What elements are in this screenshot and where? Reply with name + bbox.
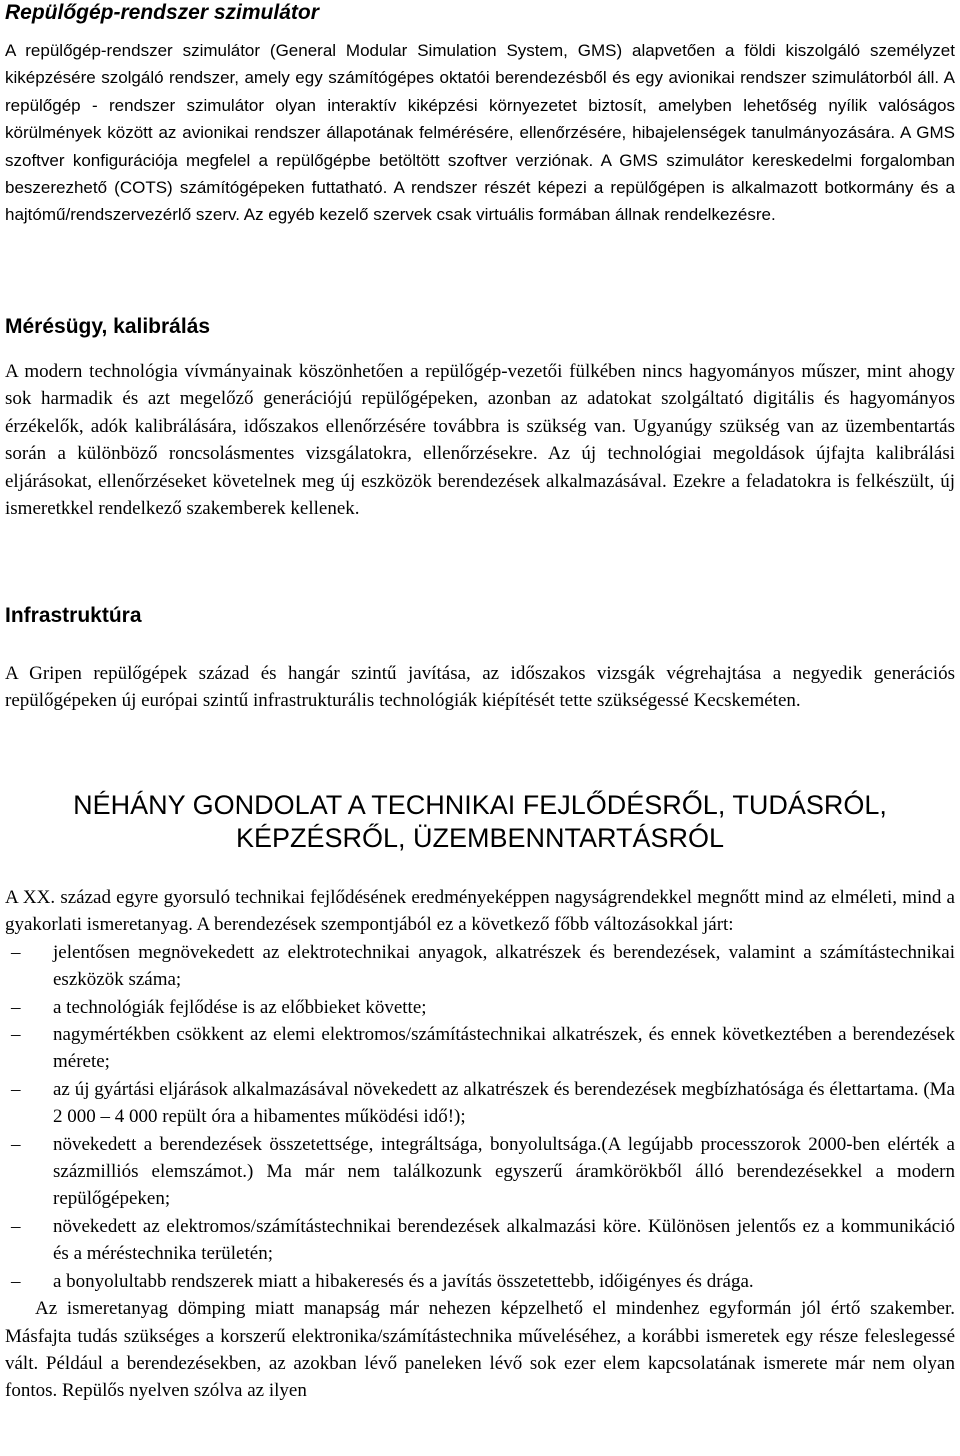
chapter-body bbox=[5, 884, 955, 1405]
section-metrology-body bbox=[5, 358, 955, 522]
dash-bullet: – bbox=[11, 1133, 21, 1155]
list-item bbox=[5, 1131, 955, 1213]
change-list bbox=[5, 939, 955, 1295]
dash-bullet: – bbox=[11, 1215, 21, 1237]
paragraph-metrology: A modern technológia vívmányainak köszönhetően a repülőgép-vezetői fülkében nincs hagyományos műszer, mint ahogy sok harmadik és azt megelőző generációjú repülőgépeken, azonban az adatokat szolgáltató digitális és hagyományos érzékelők, adók kalibrálására, időszakos ellenőrzésére továbbra is szükség van. Ugyanúgy szükség van az üzembentartás során a különböző roncsolásmentes vizsgálatokra, ellenőrzésekre. Az új technológiai megoldások újfajta kalibrálási eljárásokat, ellenőrzéseket követelnek meg új eszközök berendezések alkalmazásával. Ezekre a feladatokra is felkészült, új ismeretkkel rendelkező szakemberek kellenek. bbox=[5, 361, 955, 520]
list-item-text: nagymértékben csökkent az elemi elektromos/számítástechnikai alkatrészek, és ennek következtében a berendezések mérete; bbox=[53, 1024, 955, 1073]
list-item-text: a technológiák fejlődése is az előbbieket követte; bbox=[53, 996, 427, 1018]
list-item bbox=[5, 994, 955, 1021]
list-item-text: növekedett az elektromos/számítástechnikai berendezések alkalmazási köre. Különösen jelentős ez a kommunikáció és a méréstechnika területén; bbox=[53, 1215, 955, 1265]
chapter-intro: A XX. század egyre gyorsuló technikai fejlődésének eredményeképpen nagyságrendekkel megnőtt mind az elméleti, mind a gyakorlati ismeretanyag. A berendezések szempontjából ez a következő főbb változásokkal járt: bbox=[5, 887, 955, 936]
chapter-closing-paragraph: Az ismeretanyag dömping miatt manapság már nehezen képzelhető el mindenhez egyformán jól értő szakember. Másfajta tudás szükséges a korszerű elektronika/számítástechnika műveléséhez, a korábbi ismeretek egy része feleslegessé vált. Például a berendezésekben, az azokban lévő paneleken lévő sok ezer elem kapcsolatának ismerete már nem olyan fontos. Repülős nyelven szólva az ilyen bbox=[5, 1298, 955, 1402]
dash-bullet: – bbox=[11, 1024, 21, 1046]
section-infrastructure-body bbox=[5, 660, 955, 715]
chapter-title-line-2: KÉPZÉSRŐL, ÜZEMBENNTARTÁSRÓL bbox=[235, 823, 725, 853]
list-item bbox=[5, 1076, 955, 1131]
dash-bullet: – bbox=[11, 996, 21, 1018]
list-item bbox=[5, 1268, 955, 1295]
dash-bullet: – bbox=[11, 1270, 21, 1292]
list-item bbox=[5, 939, 955, 994]
section-title-simulator: Repülőgép-rendszer szimulátor bbox=[5, 1, 319, 24]
chapter-title-line-1: NÉHÁNY GONDOLAT A TECHNIKAI FEJLŐDÉSRŐL, TUDÁSRÓL, bbox=[73, 790, 887, 820]
list-item-text: az új gyártási eljárások alkalmazásával növekedett az alkatrészek és berendezések megbízhatósága és élettartama. (Ma 2 000 – 4 000 repült óra a hibamentes működési idő!); bbox=[53, 1078, 955, 1128]
paragraph-simulator bbox=[5, 37, 955, 229]
list-item-text: a bonyolultabb rendszerek miatt a hibakeresés és a javítás összetettebb, időigényes és drága. bbox=[53, 1270, 754, 1292]
section-title-infrastructure: Infrastruktúra bbox=[5, 604, 142, 627]
list-item-text: jelentősen megnövekedett az elektrotechnikai anyagok, alkatrészek és berendezések, valamint a számítástechnikai eszközök száma; bbox=[53, 941, 955, 991]
dash-bullet: – bbox=[11, 1078, 21, 1100]
list-item-text: növekedett a berendezések összetettsége, integráltsága, bonyolultsága.(A legújabb processzorok 2000-ben elérték a százmilliós elemszámot.) Ma már nem találkozunk egyszerű áramkörökből álló berendezésekkel a modern repülőgépeken; bbox=[53, 1133, 955, 1210]
paragraph-simulator-text: A repülőgép-rendszer szimulátor (General Modular Simulation System, GMS) alapvetően a földi kiszolgáló személyzet kiképzésére szolgáló rendszer, amely egy számítógépes oktatói berendezésből és egy avionikai rendszer szimulátorból áll. A repülőgép - rendszer szimulátor olyan interaktív kiképzési környezetet biztosít, amelyben lehetőség nyílik valóságos körülmények között az avionikai rendszer állapotának felmérésére, ellenőrzésére, hibajelenségek tanulmányozására. A GMS szoftver konfigurációja megfelel a repülőgépbe betöltött szoftver verziónak. A GMS szimulátor kereskedelmi forgalomban beszerezhető (COTS) számítógépeken futtatható. A rendszer részét képezi a repülőgépen is alkalmazott botkormány és a hajtómű/rendszervezérlő szerv. Az egyéb kezelő szervek csak virtuális formában állnak rendelkezésre. bbox=[5, 41, 955, 225]
list-item bbox=[5, 1213, 955, 1268]
chapter-title bbox=[5, 789, 955, 855]
dash-bullet: – bbox=[11, 941, 21, 963]
section-title-metrology: Mérésügy, kalibrálás bbox=[5, 315, 211, 338]
section-simulator-body bbox=[5, 37, 955, 229]
list-item bbox=[5, 1021, 955, 1076]
paragraph-infrastructure: A Gripen repülőgépek század és hangár szintű javítása, az időszakos vizsgák végrehajtása a negyedik generációs repülőgépeken új európai szintű infrastrukturális technológiák kiépítését tette szükségessé Kecskeméten. bbox=[5, 663, 955, 712]
